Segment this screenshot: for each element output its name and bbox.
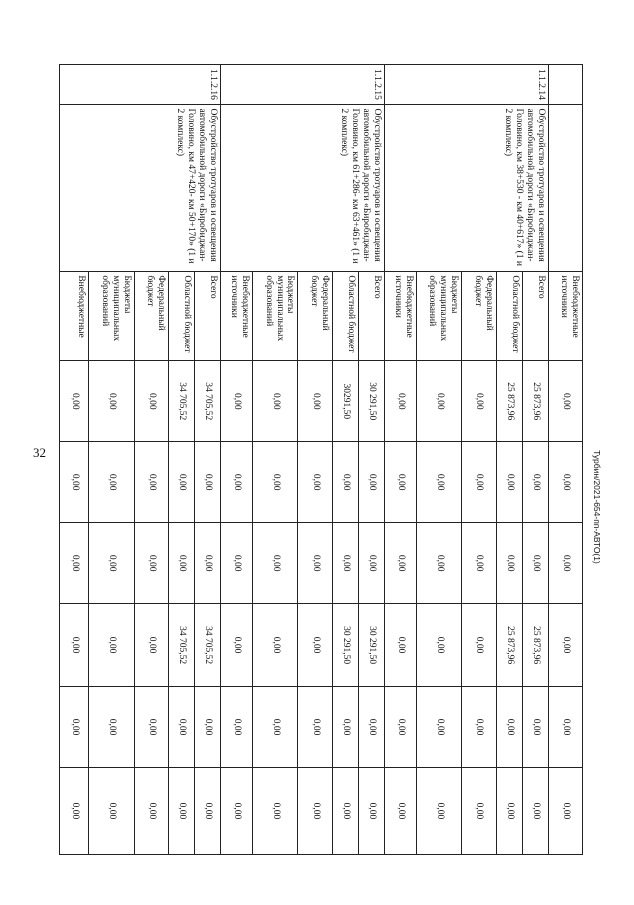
amount-cell: 0,00: [358, 767, 384, 854]
rotated-table-content: [59, 64, 583, 855]
amount-cell: 0,00: [221, 361, 253, 442]
amount-cell: 0,00: [60, 361, 89, 442]
amount-cell: 0,00: [496, 523, 522, 604]
amount-cell: 0,00: [221, 687, 253, 768]
amount-cell: 0,00: [253, 687, 298, 768]
amount-cell: 0,00: [358, 442, 384, 523]
amount-cell: 30 291,50: [358, 361, 384, 442]
amount-cell: 0,00: [417, 767, 462, 854]
amount-cell: 30 291,50: [358, 604, 384, 687]
amount-cell: 0,00: [134, 361, 168, 442]
project-name: [548, 105, 582, 272]
table-row: [548, 65, 582, 855]
amount-cell: 25 873,96: [522, 604, 548, 687]
amount-cell: 0,00: [522, 687, 548, 768]
row-code: 1.1.2.14: [384, 65, 548, 105]
amount-cell: 0,00: [168, 442, 194, 523]
funding-source: Федеральный бюджет: [462, 272, 496, 361]
amount-cell: 0,00: [332, 523, 358, 604]
amount-cell: 0,00: [462, 604, 496, 687]
funding-source: Областной бюджет: [332, 272, 358, 361]
page-number: 32: [33, 445, 46, 460]
row-code: 1.1.2.15: [221, 65, 385, 105]
amount-cell: 0,00: [89, 604, 134, 687]
amount-cell: 0,00: [221, 604, 253, 687]
amount-cell: 0,00: [298, 687, 332, 768]
amount-cell: 0,00: [496, 442, 522, 523]
amount-cell: 0,00: [89, 687, 134, 768]
funding-source: Внебюджетные: [60, 272, 89, 361]
amount-cell: 30291,50: [332, 361, 358, 442]
funding-source: Всего: [194, 272, 220, 361]
amount-cell: 0,00: [60, 604, 89, 687]
amount-cell: 0,00: [384, 442, 416, 523]
amount-cell: 0,00: [89, 523, 134, 604]
amount-cell: 30 291,50: [332, 604, 358, 687]
amount-cell: 0,00: [168, 687, 194, 768]
amount-cell: 0,00: [548, 523, 582, 604]
amount-cell: 0,00: [221, 442, 253, 523]
funding-source: Всего: [522, 272, 548, 361]
funding-source: Внебюджетные источники: [221, 272, 253, 361]
budget-table: [59, 64, 583, 855]
amount-cell: 0,00: [332, 442, 358, 523]
funding-source: Внебюджетные источники: [384, 272, 416, 361]
amount-cell: 0,00: [548, 361, 582, 442]
project-name: Обустройство тротуаров и освещения автомобильной дороги «Биробиджан-Головино, км 47+420- км 50+170» (1 и 2 комплекс): [60, 105, 221, 272]
amount-cell: 34 705,52: [194, 361, 220, 442]
amount-cell: 0,00: [332, 767, 358, 854]
amount-cell: 0,00: [522, 767, 548, 854]
amount-cell: 25 873,96: [522, 361, 548, 442]
amount-cell: 34 705,52: [168, 361, 194, 442]
amount-cell: 0,00: [384, 604, 416, 687]
amount-cell: 0,00: [496, 687, 522, 768]
amount-cell: 0,00: [417, 604, 462, 687]
amount-cell: 0,00: [134, 604, 168, 687]
amount-cell: 0,00: [496, 767, 522, 854]
funding-source: Бюджеты муниципальных образований: [417, 272, 462, 361]
funding-source: Федеральный бюджет: [134, 272, 168, 361]
project-name: Обустройство тротуаров и освещения автомобильной дороги «Биробиджан-Головино, км 61+286- км 63+461» (1 и 2 комплекс): [221, 105, 385, 272]
amount-cell: 0,00: [298, 604, 332, 687]
amount-cell: 0,00: [298, 523, 332, 604]
amount-cell: 25 873,96: [496, 361, 522, 442]
amount-cell: 0,00: [548, 767, 582, 854]
amount-cell: 0,00: [60, 687, 89, 768]
amount-cell: 0,00: [384, 687, 416, 768]
table-row: [522, 65, 548, 855]
amount-cell: 0,00: [134, 442, 168, 523]
amount-cell: 0,00: [417, 523, 462, 604]
amount-cell: 0,00: [462, 687, 496, 768]
funding-source: Федеральный бюджет: [298, 272, 332, 361]
amount-cell: 0,00: [89, 361, 134, 442]
amount-cell: 0,00: [358, 523, 384, 604]
table-row: [194, 65, 220, 855]
amount-cell: 0,00: [298, 767, 332, 854]
project-name: Обустройство тротуаров и освещения автомобильной дороги «Биробиджан-Головино, км 38+530 - км 40+617» (1 и 2 комплекс): [384, 105, 548, 272]
amount-cell: 0,00: [462, 523, 496, 604]
funding-source: Бюджеты муниципальных образований: [253, 272, 298, 361]
amount-cell: 0,00: [221, 767, 253, 854]
funding-source: Всего: [358, 272, 384, 361]
amount-cell: 0,00: [168, 767, 194, 854]
row-code: 1.1.2.16: [60, 65, 221, 105]
amount-cell: 0,00: [253, 442, 298, 523]
amount-cell: 0,00: [522, 442, 548, 523]
footer-text: Турбин/2021-654-пп-АВТО(1): [592, 449, 602, 564]
amount-cell: 0,00: [60, 442, 89, 523]
amount-cell: 0,00: [417, 361, 462, 442]
funding-source: Бюджеты муниципальных образований: [89, 272, 134, 361]
amount-cell: 0,00: [548, 442, 582, 523]
amount-cell: 0,00: [417, 687, 462, 768]
amount-cell: 0,00: [89, 767, 134, 854]
table-row: [358, 65, 384, 855]
amount-cell: 0,00: [462, 767, 496, 854]
amount-cell: 0,00: [332, 687, 358, 768]
amount-cell: 0,00: [253, 361, 298, 442]
amount-cell: 0,00: [168, 523, 194, 604]
rotated-table-frame: [59, 64, 583, 855]
amount-cell: 0,00: [384, 767, 416, 854]
funding-source: Внебюджетные источники: [548, 272, 582, 361]
amount-cell: 34 705,52: [194, 604, 220, 687]
funding-source: Областной бюджет: [496, 272, 522, 361]
amount-cell: 0,00: [194, 687, 220, 768]
amount-cell: 0,00: [194, 523, 220, 604]
amount-cell: 0,00: [253, 523, 298, 604]
amount-cell: 0,00: [89, 442, 134, 523]
amount-cell: 0,00: [462, 442, 496, 523]
amount-cell: 0,00: [522, 523, 548, 604]
row-code: [548, 65, 582, 105]
amount-cell: 0,00: [194, 767, 220, 854]
amount-cell: 25 873,96: [496, 604, 522, 687]
amount-cell: 0,00: [194, 442, 220, 523]
amount-cell: 0,00: [253, 604, 298, 687]
amount-cell: 0,00: [417, 442, 462, 523]
amount-cell: 34 705,52: [168, 604, 194, 687]
amount-cell: 0,00: [134, 687, 168, 768]
amount-cell: 0,00: [134, 523, 168, 604]
amount-cell: 0,00: [298, 361, 332, 442]
amount-cell: 0,00: [548, 604, 582, 687]
amount-cell: 0,00: [253, 767, 298, 854]
amount-cell: 0,00: [221, 523, 253, 604]
amount-cell: 0,00: [60, 523, 89, 604]
amount-cell: 0,00: [548, 687, 582, 768]
amount-cell: 0,00: [134, 767, 168, 854]
amount-cell: 0,00: [384, 523, 416, 604]
amount-cell: 0,00: [358, 687, 384, 768]
footer: [588, 75, 606, 905]
amount-cell: 0,00: [462, 361, 496, 442]
funding-source: Областной бюджет: [168, 272, 194, 361]
amount-cell: 0,00: [298, 442, 332, 523]
amount-cell: 0,00: [384, 361, 416, 442]
amount-cell: 0,00: [60, 767, 89, 854]
